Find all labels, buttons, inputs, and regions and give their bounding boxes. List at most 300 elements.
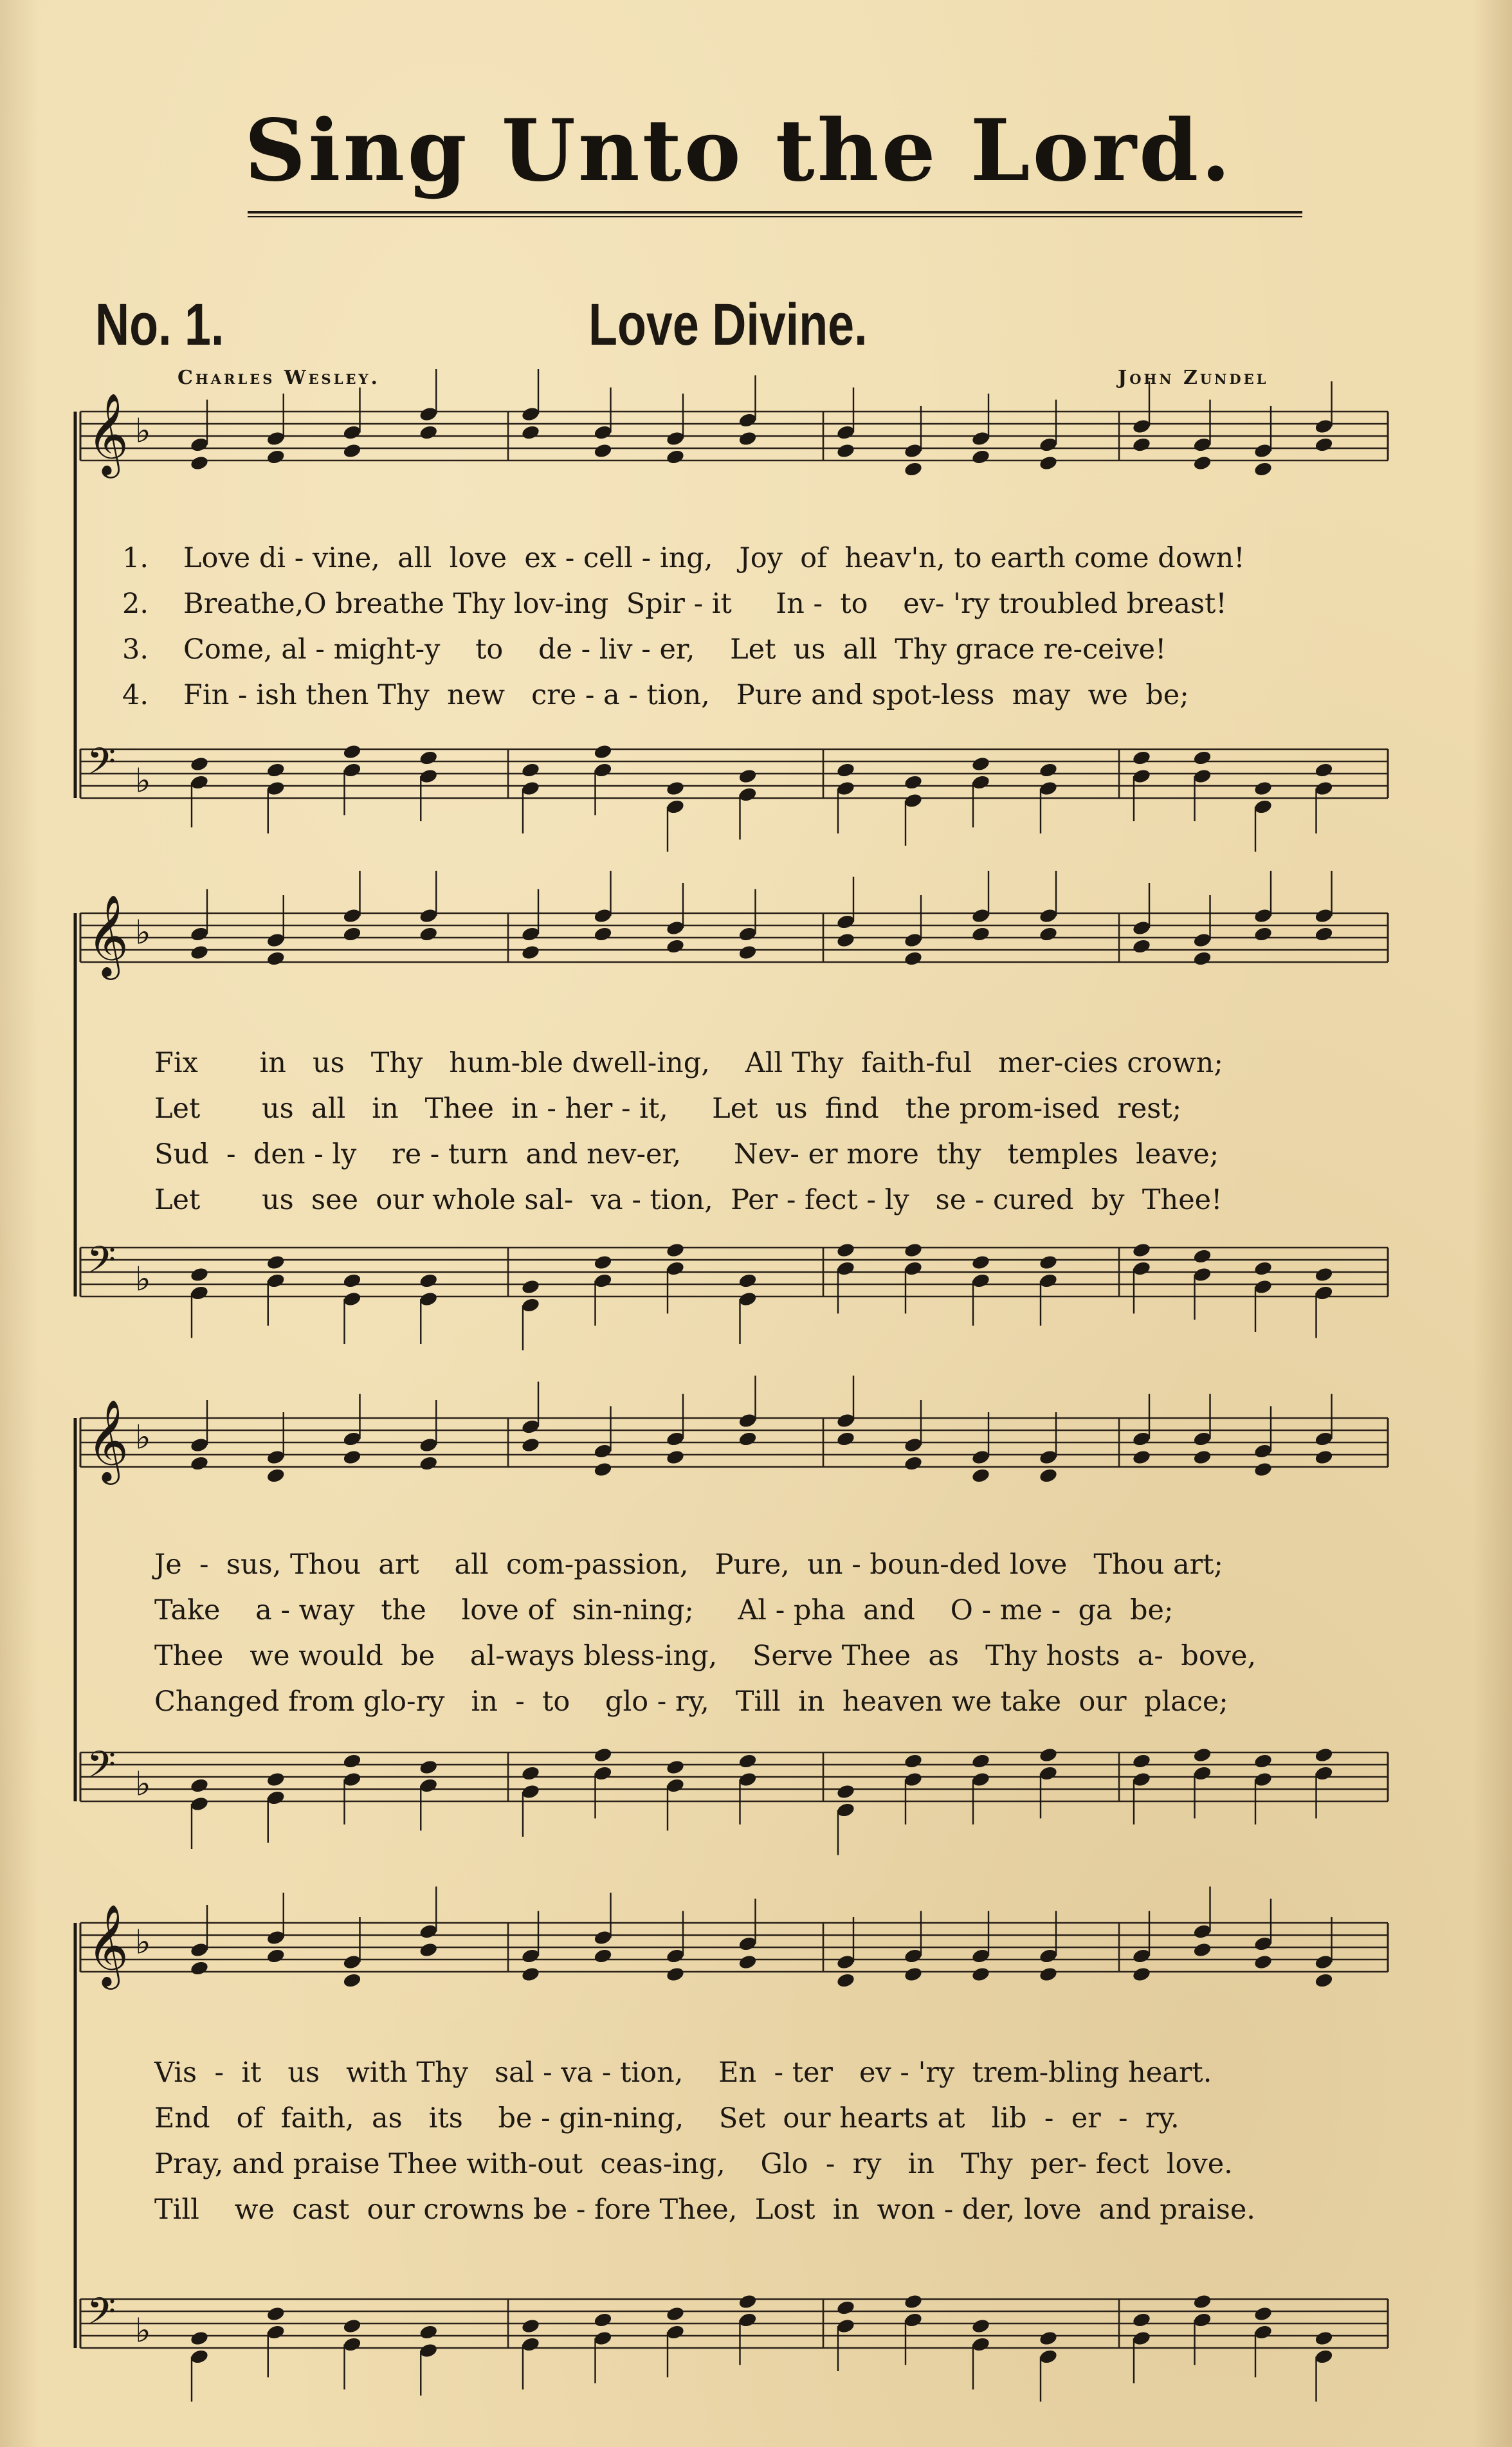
notehead — [190, 437, 210, 453]
lyric-line: End of faith, as its be - gin-ning, Set our hearts at lib - er - ry. — [154, 2102, 1180, 2134]
notehead — [521, 944, 541, 961]
treble-clef-icon: 𝄞 — [87, 392, 129, 475]
notehead — [521, 780, 541, 797]
flat-key-signature-icon: ♭ — [135, 1260, 151, 1299]
bass-clef-icon: 𝄢 — [87, 1743, 116, 1796]
notehead — [266, 1929, 286, 1946]
lyric-line: Fix in us Thy hum-ble dwell-ing, All Thy faith-ful mer-cies crown; — [154, 1047, 1223, 1079]
lyric-line: Let us see our whole sal- va - tion, Per - fect - ly se - cured by Thee! — [154, 1184, 1223, 1216]
lyric-line: Vis - it us with Thy sal - va - tion, En - ter ev - 'ry trem-bling heart. — [154, 2057, 1212, 2089]
notehead — [593, 907, 613, 924]
flat-key-signature-icon: ♭ — [135, 412, 151, 451]
notehead — [1192, 2293, 1212, 2310]
book-title: Sing Unto the Lord. — [244, 101, 1234, 201]
notehead — [419, 1273, 439, 1289]
notehead — [1253, 1443, 1273, 1460]
notehead — [1253, 461, 1273, 478]
notehead — [521, 2336, 541, 2353]
notehead — [593, 2330, 613, 2347]
notehead — [904, 1242, 924, 1259]
lyric-line: Sud - den - ly re - turn and nev-er, Nev- er more thy temples leave; — [154, 1138, 1219, 1170]
notehead — [738, 1291, 758, 1307]
notehead — [1039, 762, 1059, 779]
notehead — [1132, 1966, 1152, 1983]
notehead — [190, 1960, 210, 1977]
notehead — [738, 768, 758, 785]
notehead — [666, 780, 686, 797]
notehead — [666, 1242, 686, 1259]
verse-number: 2. — [122, 588, 149, 620]
notehead — [593, 442, 613, 459]
notehead — [971, 430, 991, 447]
bass-staff — [80, 740, 1388, 852]
notehead — [904, 1948, 924, 1965]
notehead — [1132, 920, 1152, 936]
notehead — [1039, 1765, 1059, 1782]
notehead — [593, 1273, 613, 1289]
notehead — [1132, 1431, 1152, 1448]
hymn-title: Love Divine. — [588, 292, 868, 358]
notehead — [190, 756, 210, 772]
notehead — [342, 2318, 362, 2334]
notehead — [904, 792, 924, 809]
notehead — [1039, 1948, 1059, 1965]
notehead — [190, 1285, 210, 1302]
notehead — [266, 449, 286, 466]
notehead — [342, 1431, 362, 1448]
notehead — [738, 944, 758, 961]
notehead — [1314, 1954, 1334, 1970]
notehead — [266, 1254, 286, 1271]
notehead — [666, 1966, 686, 1983]
notehead — [836, 932, 856, 949]
notehead — [971, 449, 991, 466]
notehead — [190, 774, 210, 791]
notehead — [836, 1972, 856, 1989]
notehead — [521, 1297, 541, 1314]
notehead — [521, 762, 541, 779]
notehead — [419, 750, 439, 767]
notehead — [419, 406, 439, 423]
notehead — [904, 2312, 924, 2329]
flat-key-signature-icon: ♭ — [135, 1765, 151, 1804]
notehead — [971, 756, 991, 772]
notehead — [1039, 455, 1059, 471]
verse-number: 1. — [122, 542, 149, 574]
notehead — [1253, 2324, 1273, 2341]
notehead — [593, 1443, 613, 1460]
notehead — [836, 1431, 856, 1448]
flat-key-signature-icon: ♭ — [135, 1923, 151, 1962]
notehead — [593, 926, 613, 943]
notehead — [1039, 2330, 1059, 2347]
verse-number: 4. — [122, 679, 149, 711]
lyric-line: Fin - ish then Thy new cre - a - tion, Pure and spot-less may we be; — [183, 679, 1189, 711]
notehead — [1132, 418, 1152, 435]
notehead — [266, 1449, 286, 1466]
notehead — [1314, 1285, 1334, 1302]
notehead — [971, 1273, 991, 1289]
notehead — [666, 1759, 686, 1776]
notehead — [836, 1802, 856, 1819]
notehead — [1132, 1449, 1152, 1466]
notehead — [342, 442, 362, 459]
notehead — [419, 1924, 439, 1940]
notehead — [666, 920, 686, 936]
notehead — [1192, 951, 1212, 967]
notehead — [342, 907, 362, 924]
notehead — [521, 406, 541, 423]
notehead — [971, 1449, 991, 1466]
notehead — [1132, 1753, 1152, 1770]
notehead — [1314, 780, 1334, 797]
notehead — [266, 2306, 286, 2322]
notehead — [1132, 768, 1152, 785]
notehead — [521, 2318, 541, 2334]
notehead — [521, 1966, 541, 1983]
notehead — [1192, 1266, 1212, 1283]
bass-staff — [80, 2289, 1388, 2402]
notehead — [1253, 907, 1273, 924]
notehead — [666, 1449, 686, 1466]
notehead — [738, 2312, 758, 2329]
notehead — [521, 424, 541, 441]
treble-staff — [80, 369, 1388, 478]
notehead — [836, 1954, 856, 1970]
notehead — [190, 2349, 210, 2365]
notehead — [738, 430, 758, 447]
notehead — [1132, 2330, 1152, 2347]
notehead — [419, 907, 439, 924]
notehead — [419, 1942, 439, 1958]
notehead — [1192, 750, 1212, 767]
notehead — [904, 932, 924, 949]
notehead — [419, 768, 439, 785]
notehead — [1192, 437, 1212, 453]
notehead — [1132, 750, 1152, 767]
notehead — [666, 2324, 686, 2341]
notehead — [419, 1778, 439, 1794]
notehead — [342, 1291, 362, 1307]
notehead — [971, 774, 991, 791]
notehead — [738, 1936, 758, 1952]
notehead — [593, 424, 613, 441]
notehead — [836, 2300, 856, 2316]
lyric-line: Let us all in Thee in - her - it, Let us find the prom-ised rest; — [154, 1093, 1182, 1125]
notehead — [1039, 780, 1059, 797]
notehead — [738, 1412, 758, 1429]
notehead — [666, 430, 686, 447]
notehead — [593, 1461, 613, 1478]
notehead — [266, 1948, 286, 1965]
notehead — [904, 2293, 924, 2310]
notehead — [1253, 2306, 1273, 2322]
notehead — [266, 1790, 286, 1806]
notehead — [342, 424, 362, 441]
notehead — [904, 1260, 924, 1277]
lyric-line: Je - sus, Thou art all com-passion, Pure, un - boun-ded love Thou art; — [154, 1549, 1223, 1581]
notehead — [342, 1449, 362, 1466]
notehead — [190, 455, 210, 471]
notehead — [1039, 1273, 1059, 1289]
notehead — [1192, 455, 1212, 471]
lyric-line: Love di - vine, all love ex - cell - ing, Joy of heav'n, to earth come down! — [183, 542, 1245, 574]
notehead — [1314, 1266, 1334, 1283]
notehead — [190, 1437, 210, 1453]
notehead — [1192, 1747, 1212, 1763]
notehead — [266, 932, 286, 949]
notehead — [190, 1796, 210, 1812]
notehead — [836, 1783, 856, 1800]
notehead — [1039, 907, 1059, 924]
lyric-line: Take a - way the love of sin-ning; Al - pha and O - me - ga be; — [154, 1594, 1174, 1626]
notehead — [971, 926, 991, 943]
notehead — [1132, 1771, 1152, 1788]
notehead — [342, 1954, 362, 1970]
notehead — [666, 938, 686, 955]
notehead — [419, 1759, 439, 1776]
notehead — [1039, 2349, 1059, 2365]
bass-clef-icon: 𝄢 — [87, 2289, 116, 2342]
notehead — [593, 1948, 613, 1965]
notehead — [1192, 2312, 1212, 2329]
treble-staff — [80, 1376, 1388, 1485]
flat-key-signature-icon: ♭ — [135, 761, 151, 801]
notehead — [342, 1771, 362, 1788]
notehead — [266, 430, 286, 447]
notehead — [190, 1455, 210, 1472]
notehead — [1253, 1753, 1273, 1770]
lyric-line: Come, al - might-y to de - liv - er, Let us all Thy grace re-ceive! — [183, 633, 1167, 666]
notehead — [342, 1273, 362, 1289]
notehead — [1192, 1765, 1212, 1782]
notehead — [971, 2336, 991, 2353]
lyric-line: Pray, and praise Thee with-out ceas-ing, Glo - ry in Thy per- fect love. — [154, 2148, 1233, 2180]
notehead — [190, 2330, 210, 2347]
notehead — [1314, 1431, 1334, 1448]
notehead — [593, 762, 613, 779]
notehead — [521, 1437, 541, 1453]
notehead — [419, 1455, 439, 1472]
notehead — [666, 449, 686, 466]
notehead — [419, 1437, 439, 1453]
title-rule-upper — [248, 211, 1302, 214]
notehead — [1253, 1278, 1273, 1295]
notehead — [419, 2342, 439, 2359]
notehead — [1192, 768, 1212, 785]
notehead — [1039, 1966, 1059, 1983]
notehead — [1132, 1242, 1152, 1259]
notehead — [1253, 442, 1273, 459]
treble-clef-icon: 𝄞 — [87, 894, 129, 976]
notehead — [1314, 1972, 1334, 1989]
notehead — [190, 944, 210, 961]
notehead — [904, 1771, 924, 1788]
notehead — [904, 1966, 924, 1983]
notehead — [738, 1771, 758, 1788]
notehead — [1253, 799, 1273, 815]
notehead — [666, 1948, 686, 1965]
notehead — [342, 926, 362, 943]
notehead — [738, 412, 758, 429]
notehead — [1253, 780, 1273, 797]
bass-clef-icon: 𝄢 — [87, 1238, 116, 1291]
composer-credit: John Zundel — [1118, 367, 1269, 389]
notehead — [836, 2318, 856, 2334]
notehead — [593, 2312, 613, 2329]
notehead — [1314, 2349, 1334, 2365]
notehead — [342, 1972, 362, 1989]
notehead — [1039, 1254, 1059, 1271]
notehead — [593, 1765, 613, 1782]
lyric-line: Changed from glo-ry in - to glo - ry, Till in heaven we take our place; — [154, 1686, 1228, 1718]
notehead — [666, 1431, 686, 1448]
notehead — [1192, 1248, 1212, 1265]
notehead — [1039, 437, 1059, 453]
notehead — [1314, 1747, 1334, 1763]
notehead — [836, 780, 856, 797]
flat-key-signature-icon: ♭ — [135, 2311, 151, 2351]
notehead — [419, 2324, 439, 2341]
notehead — [971, 1771, 991, 1788]
notehead — [971, 907, 991, 924]
notehead — [836, 914, 856, 931]
notehead — [419, 424, 439, 441]
notehead — [190, 1778, 210, 1794]
treble-clef-icon: 𝄞 — [87, 1399, 129, 1481]
treble-clef-icon: 𝄞 — [87, 1904, 129, 1986]
lyric-line: Till we cast our crowns be - fore Thee, Lost in won - der, love and praise. — [154, 2194, 1255, 2226]
notehead — [666, 1260, 686, 1277]
notehead — [738, 1753, 758, 1770]
lyric-line: Breathe,O breathe Thy lov-ing Spir - it In - to ev- 'ry troubled breast! — [183, 588, 1227, 620]
notehead — [1253, 926, 1273, 943]
notehead — [1253, 1954, 1273, 1970]
notehead — [1192, 1942, 1212, 1958]
notehead — [1314, 762, 1334, 779]
notehead — [593, 1747, 613, 1763]
notehead — [1039, 1468, 1059, 1484]
notehead — [904, 461, 924, 478]
notehead — [1039, 1449, 1059, 1466]
notehead — [738, 1431, 758, 1448]
verse-number: 3. — [122, 633, 149, 666]
notehead — [971, 1254, 991, 1271]
notehead — [836, 1260, 856, 1277]
notehead — [342, 2336, 362, 2353]
notehead — [738, 1273, 758, 1289]
lyricist-credit: Charles Wesley. — [178, 367, 380, 389]
notehead — [1314, 926, 1334, 943]
notehead — [1039, 926, 1059, 943]
hymn-number: No. 1. — [95, 292, 224, 358]
bass-clef-icon: 𝄢 — [87, 740, 116, 792]
notehead — [1039, 1747, 1059, 1763]
notehead — [266, 1771, 286, 1788]
notehead — [836, 442, 856, 459]
notehead — [593, 743, 613, 760]
bass-staff — [80, 1743, 1388, 1855]
notehead — [1314, 2330, 1334, 2347]
notehead — [971, 2318, 991, 2334]
flat-key-signature-icon: ♭ — [135, 1418, 151, 1457]
notehead — [190, 1942, 210, 1958]
notehead — [971, 1948, 991, 1965]
notehead — [1132, 1948, 1152, 1965]
notehead — [521, 1783, 541, 1800]
notehead — [1314, 418, 1334, 435]
notehead — [836, 1412, 856, 1429]
notehead — [1132, 1260, 1152, 1277]
notehead — [1132, 2312, 1152, 2329]
notehead — [521, 1948, 541, 1965]
notehead — [836, 1242, 856, 1259]
notehead — [836, 762, 856, 779]
notehead — [266, 780, 286, 797]
notehead — [904, 442, 924, 459]
notehead — [342, 743, 362, 760]
notehead — [521, 1419, 541, 1435]
notehead — [1314, 1765, 1334, 1782]
notehead — [1192, 1924, 1212, 1940]
notehead — [266, 1468, 286, 1484]
notehead — [521, 1765, 541, 1782]
notehead — [836, 424, 856, 441]
flat-key-signature-icon: ♭ — [135, 913, 151, 952]
notehead — [904, 1437, 924, 1453]
notehead — [738, 1954, 758, 1970]
notehead — [1192, 932, 1212, 949]
lyric-line: Thee we would be al-ways bless-ing, Serve Thee as Thy hosts a- bove, — [154, 1640, 1257, 1672]
notehead — [1314, 907, 1334, 924]
notehead — [1132, 437, 1152, 453]
bass-staff — [80, 1238, 1388, 1351]
notehead — [521, 1278, 541, 1295]
notehead — [521, 926, 541, 943]
notehead — [904, 951, 924, 967]
notehead — [342, 1753, 362, 1770]
notehead — [190, 1266, 210, 1283]
notehead — [971, 1966, 991, 1983]
notehead — [666, 2306, 686, 2322]
notehead — [593, 1254, 613, 1271]
notehead — [738, 926, 758, 943]
notehead — [971, 1468, 991, 1484]
notehead — [1132, 938, 1152, 955]
notehead — [342, 762, 362, 779]
notehead — [904, 1753, 924, 1770]
notehead — [666, 799, 686, 815]
notehead — [904, 774, 924, 791]
notehead — [1192, 1431, 1212, 1448]
notehead — [593, 1929, 613, 1946]
notehead — [419, 926, 439, 943]
notehead — [1314, 1449, 1334, 1466]
notehead — [738, 787, 758, 803]
title-rule-lower — [248, 216, 1302, 217]
notehead — [971, 1753, 991, 1770]
treble-staff — [80, 871, 1388, 980]
notehead — [1253, 1260, 1273, 1277]
treble-staff — [80, 1887, 1388, 1990]
notehead — [1192, 1449, 1212, 1466]
notehead — [1253, 1771, 1273, 1788]
notehead — [266, 2324, 286, 2341]
notehead — [1253, 1936, 1273, 1952]
notehead — [266, 1273, 286, 1289]
notehead — [738, 2293, 758, 2310]
music-system-4 — [0, 1871, 1512, 2418]
